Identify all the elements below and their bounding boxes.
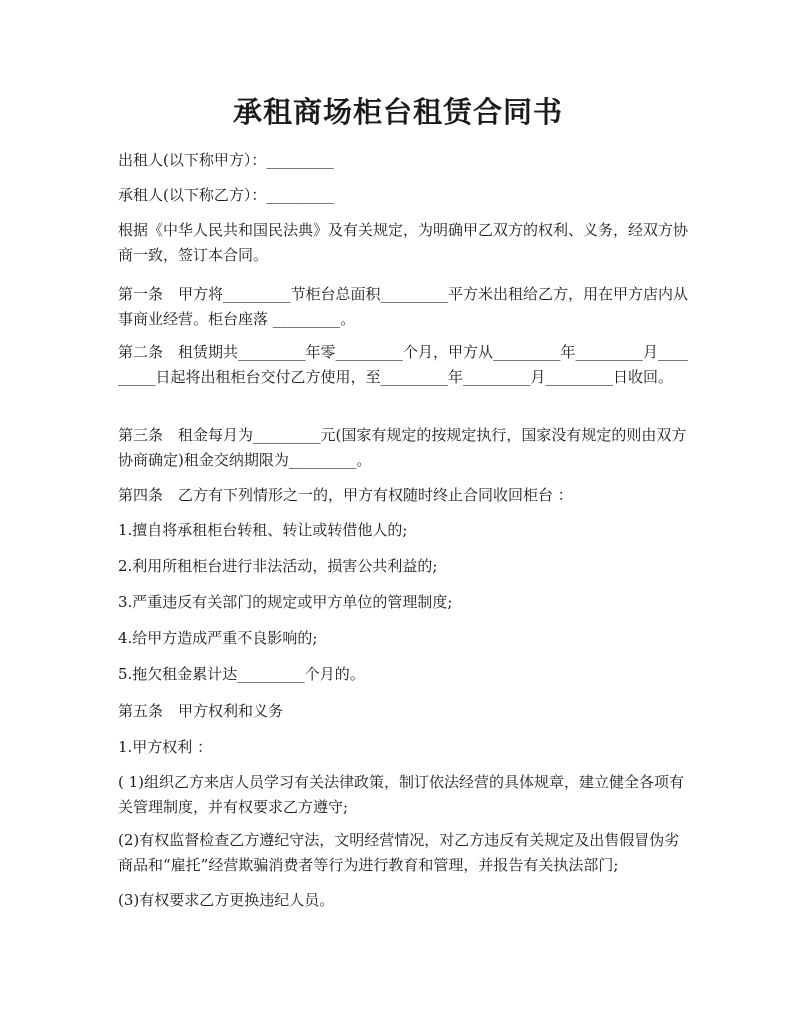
article-5: 第五条 甲方权利和义务: [118, 702, 284, 720]
lessee-line: 承租人(以下称乙方）：_________: [118, 186, 334, 204]
article-1: 第一条 甲方将_________节柜台总面积_________平方米出租给乙方，用在甲方店内从事商业经营。柜台座落 _________。: [118, 285, 689, 328]
preamble-paragraph: 根据《中华人民共和国民法典》及有关规定，为明确甲乙双方的权利、义务，经双方协商一致，签订本合同。: [118, 221, 689, 264]
article-4-item-5: 5.拖欠租金累计达_________个月的。: [118, 665, 365, 683]
document-title: 承租商场柜台租赁合同书: [232, 95, 563, 129]
article-4: 第四条 乙方有下列情形之一的，甲方有权随时终止合同收回柜台 ：: [118, 486, 573, 504]
article-4-item-2: 2.利用所租柜台进行非法活动，损害公共利益的;: [118, 557, 438, 575]
lessor-line: 出租人(以下称甲方）：_________: [118, 151, 334, 169]
article-5-right-1: ( 1)组织乙方来店人员学习有关法律政策，制订依法经营的具体规章，建立健全各项有关管理制度，并有权要求乙方遵守;: [118, 773, 685, 816]
article-4-item-1: 1.擅自将承租柜台转租、转让或转借他人的;: [118, 521, 408, 539]
article-2: 第二条 租赁期共_________年零_________个月，甲方从_________年_________月_________日起将出租柜台交付乙方使用，至_________年_________月_________日收回。: [118, 343, 689, 386]
article-3: 第三条 租金每月为_________元(国家有规定的按规定执行，国家没有规定的则由双方协商确定)租金交纳期限为_________。: [118, 426, 687, 469]
article-5-lessor-rights-heading: 1.甲方权利 ：: [118, 738, 213, 756]
article-4-item-4: 4.给甲方造成严重不良影响的;: [118, 629, 318, 647]
article-5-right-2: (2)有权监督检查乙方遵纪守法，文明经营情况，对乙方违反有关规定及出售假冒伪劣商品和“雇托”经营欺骗消费者等行为进行教育和管理，并报告有关执法部门;: [118, 831, 680, 874]
article-5-right-3: (3)有权要求乙方更换违纪人员。: [118, 891, 335, 909]
article-4-item-3: 3.严重违反有关部门的规定或甲方单位的管理制度;: [118, 593, 453, 611]
